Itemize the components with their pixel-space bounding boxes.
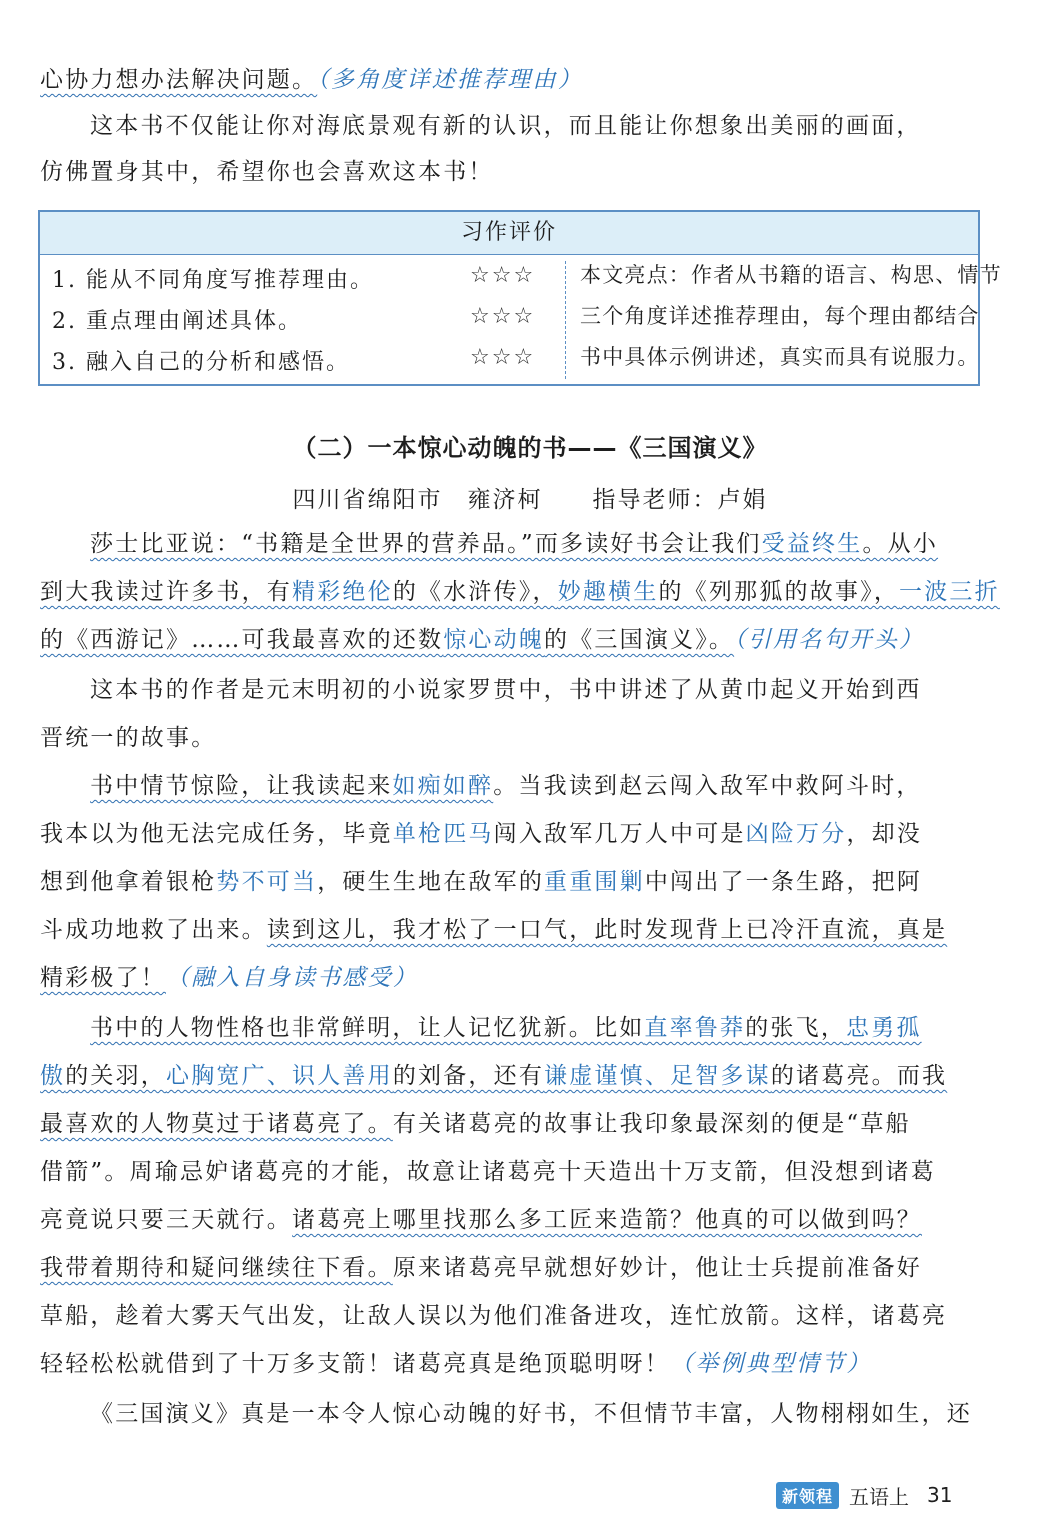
essay-author: 四川省绵阳市 雍济柯 指导老师：卢娟 <box>292 487 768 513</box>
book-subject: 五语上 <box>849 1484 910 1509</box>
highlighted-phrase: 精彩绝伦 <box>292 579 393 605</box>
text-line <box>40 64 980 96</box>
plain-text: 中闯出了一条生路，把阿 <box>644 869 923 895</box>
underlined-sentence: 最喜欢的人物莫过于诸葛亮了。 <box>40 1111 393 1137</box>
underlined-sentence: 书中的人物性格也非常鲜明，让人记忆犹新。比如 <box>90 1015 645 1041</box>
highlighted-phrase: 傲 <box>40 1063 66 1089</box>
highlighted-phrase: 一波三折 <box>899 579 1000 605</box>
text-line: 晋统一的故事。 <box>40 725 217 751</box>
evaluation-body <box>40 255 1002 385</box>
underlined-sentence: 的《三国演义》。 <box>544 627 735 653</box>
underlined-sentence: 的关羽， <box>65 1063 167 1089</box>
underlined-sentence: 精彩极了！ <box>40 965 166 991</box>
plain-text: ，硬生生地在敌军的 <box>317 869 545 895</box>
text-line: 仿佛置身其中，希望你也会喜欢这本书！ <box>40 159 494 185</box>
highlighted-phrase: 心胸宽广、识人善用 <box>166 1063 393 1089</box>
highlight-line: 书中具体示例讲述，真实而具有说服力。 <box>580 345 980 369</box>
text-line <box>40 1108 980 1140</box>
highlighted-phrase: 谦虚谨慎、足智多谋 <box>544 1063 771 1089</box>
criterion-item: 2. 重点理由阐述具体。 <box>52 309 302 334</box>
underlined-sentence: 心协力想办法解决问题。 <box>40 67 318 93</box>
highlighted-phrase: 忠勇孤 <box>846 1015 922 1041</box>
highlighted-phrase: 单枪匹马 <box>392 821 494 847</box>
publisher-logo: 新领程 <box>776 1482 839 1509</box>
page-footer <box>776 1480 952 1510</box>
underlined-sentence: 的张飞， <box>745 1015 847 1041</box>
plain-text: 斗成功地救了出来。 <box>40 917 267 943</box>
highlighted-phrase: 妙趣横生 <box>557 579 659 605</box>
criterion-item: 1. 能从不同角度写推荐理由。 <box>52 268 374 293</box>
text-line <box>40 528 980 560</box>
page-number: 31 <box>927 1483 953 1507</box>
plain-text: 轻轻松松就借到了十万多支箭！诸葛亮真是绝顶聪明呀！ <box>40 1351 670 1377</box>
underlined-sentence: 的《西游记》……可我最喜欢的还数 <box>40 627 444 653</box>
text-line: 草船，趁着大雾天气出发，让敌人误以为他们准备进攻，连忙放箭。这样，诸葛亮 <box>40 1303 948 1329</box>
annotation-note: （多角度详述推荐理由） <box>317 67 583 93</box>
underlined-sentence: 莎士比亚说：“书籍是全世界的营养品。”而多读好书会让我们 <box>90 531 762 557</box>
plain-text: ，却没 <box>846 821 923 847</box>
underlined-sentence: 诸葛亮上哪里找那么多工匠来造箭？他真的可以做到吗？ <box>292 1207 922 1233</box>
highlighted-phrase: 凶险万分 <box>745 821 847 847</box>
criterion-item: 3. 融入自己的分析和感悟。 <box>52 350 350 375</box>
plain-text: 有关诸葛亮的故事让我印象最深刻的便是“草船 <box>392 1111 911 1137</box>
text-line <box>40 576 1000 608</box>
text-line <box>40 1204 980 1236</box>
plain-text: 想到他拿着银枪 <box>40 869 217 895</box>
underlined-sentence: 读到这儿，我才松了一口气，此时发现背上已冷汗直流，真是 <box>266 917 948 943</box>
text-line <box>40 962 980 994</box>
underlined-sentence: 书中情节惊险，让我读起来 <box>90 773 393 799</box>
plain-text: 原来诸葛亮早就想好妙计，他让士兵提前准备好 <box>392 1255 923 1281</box>
plain-text: 我本以为他无法完成任务，毕竟 <box>40 821 393 847</box>
column-divider <box>565 261 566 379</box>
highlight-line: 三个角度详述推荐理由，每个理由都结合 <box>580 304 980 328</box>
text-line: 借箭”。周瑜忌妒诸葛亮的才能，故意让诸葛亮十天造出十万支箭，但没想到诸葛 <box>40 1159 936 1185</box>
text-line <box>40 624 980 656</box>
highlighted-phrase: 惊心动魄 <box>443 627 545 653</box>
text-line: 这本书不仅能让你对海底景观有新的认识，而且能让你想象出美丽的画面， <box>90 113 922 139</box>
highlighted-phrase: 如痴如醉 <box>392 773 494 799</box>
highlighted-phrase: 重重围剿 <box>544 869 645 895</box>
star-rating: ☆☆☆ <box>470 304 536 329</box>
text-line <box>40 914 980 946</box>
star-rating: ☆☆☆ <box>470 345 536 370</box>
underlined-sentence: 的《列那狐的故事》， <box>658 579 900 605</box>
text-line <box>40 770 980 802</box>
text-line <box>40 1348 980 1380</box>
underlined-sentence: 我带着期待和疑问继续往下看。 <box>40 1255 393 1281</box>
underlined-sentence: 。从小 <box>862 531 939 557</box>
annotation-note: （引用名句开头） <box>734 627 925 653</box>
star-rating: ☆☆☆ <box>470 263 536 288</box>
text-line: 《三国演义》真是一本令人惊心动魄的好书，不但情节丰富，人物栩栩如生，还 <box>90 1401 972 1427</box>
annotation-note: （举例典型情节） <box>670 1351 872 1377</box>
text-line <box>40 1060 980 1092</box>
essay-title: （二）一本惊心动魄的书——《三国演义》 <box>292 434 768 462</box>
evaluation-table <box>38 210 1002 386</box>
underlined-sentence: 到大我读过许多书，有 <box>40 579 292 605</box>
plain-text: 。当我读到赵云闯入敌军中救阿斗时， <box>493 773 922 799</box>
evaluation-title: 习作评价 <box>40 212 978 255</box>
text-line <box>40 866 980 898</box>
text-line <box>40 1012 980 1044</box>
highlighted-phrase: 势不可当 <box>216 869 318 895</box>
underlined-sentence: 的刘备，还有 <box>392 1063 545 1089</box>
text-line: 这本书的作者是元末明初的小说家罗贯中，书中讲述了从黄巾起义开始到西 <box>90 677 922 703</box>
highlighted-phrase: 受益终生 <box>761 531 863 557</box>
highlighted-phrase: 直率鲁莽 <box>644 1015 746 1041</box>
text-line <box>40 818 980 850</box>
plain-text: 闯入敌军几万人中可是 <box>493 821 746 847</box>
underlined-sentence: 的《水浒传》， <box>392 579 558 605</box>
highlight-line: 本文亮点：作者从书籍的语言、构思、情节 <box>580 263 1002 287</box>
text-line <box>40 1252 980 1284</box>
underlined-sentence: 的诸葛亮。而我 <box>770 1063 948 1089</box>
plain-text: 亮竟说只要三天就行。 <box>40 1207 292 1233</box>
annotation-note: （融入自身读书感受） <box>166 965 418 991</box>
